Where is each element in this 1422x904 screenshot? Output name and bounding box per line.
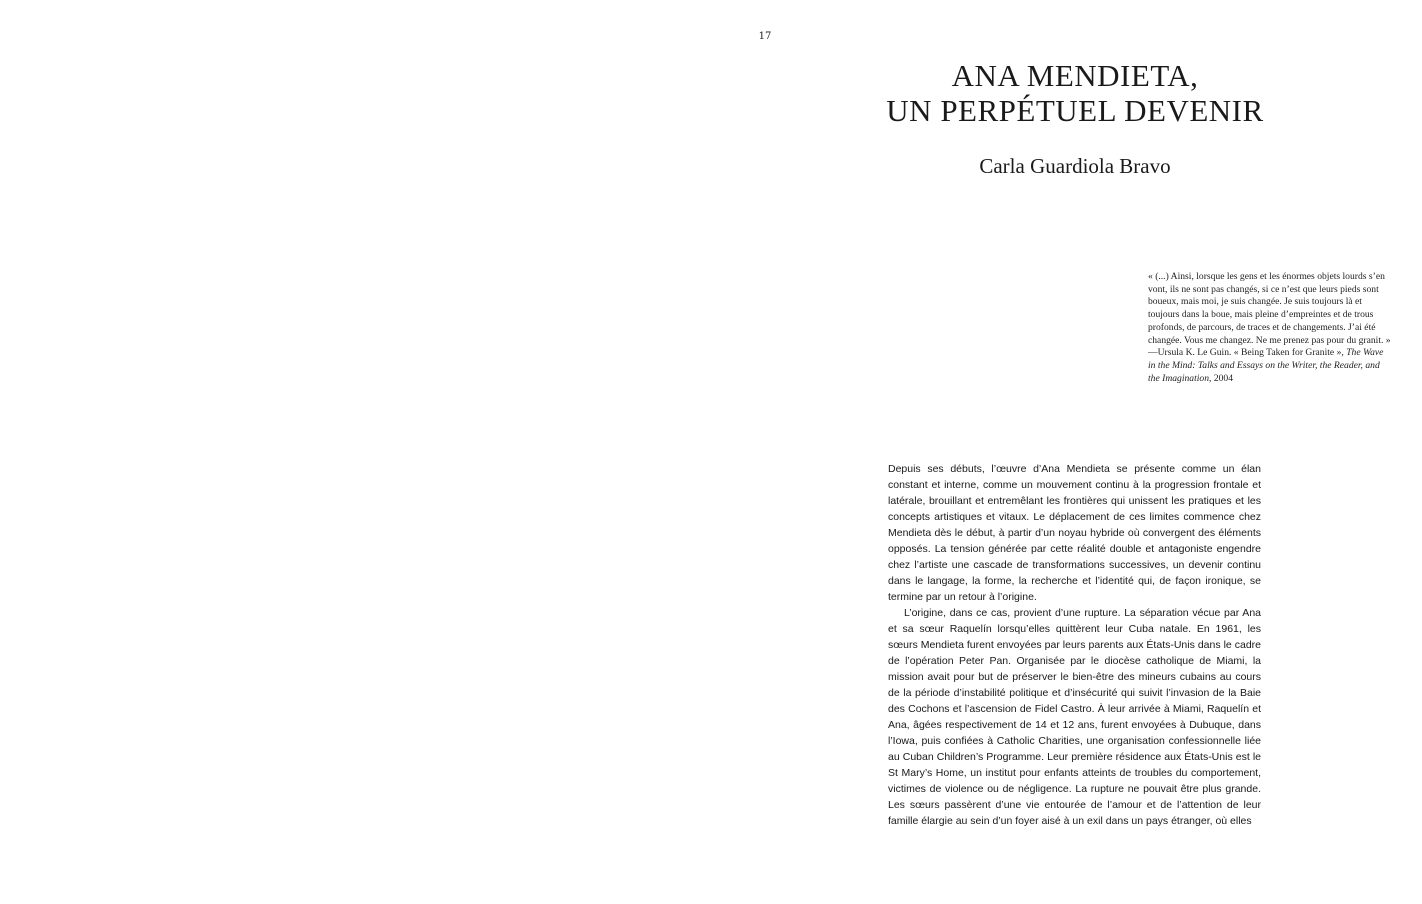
page-number: 17 <box>758 31 772 42</box>
article-title-line-1: ANA MENDIETA, <box>951 58 1199 93</box>
article-author: Carla Guardiola Bravo <box>979 154 1171 178</box>
epigraph-quote: « (...) Ainsi, lorsque les gens et les énormes objets lourds s’en vont, ils ne sont pas changés, si ce n’est que leurs pieds sont boueux, mais moi, je suis changée. Je suis toujours là et toujours dans la boue, mais pleine d’empreintes et de trous profonds, de parcours, de traces et de changements. J’ai été changée. Vous me changez. Ne me prenez pas pour du granit. » —Ursula K. Le Guin. « Being Taken for Granite », <box>1148 271 1391 359</box>
article-body <box>888 461 1261 829</box>
epigraph-source-title: The Wave in the Mind: Talks and Essays on the Writer, the Reader, and the Imagination <box>1148 347 1384 384</box>
body-paragraph-1: Depuis ses débuts, l’œuvre d’Ana Mendieta se présente comme un élan constant et interne, comme un mouvement continu à la progression frontale et latérale, brouillant et entremêlant les frontières qui unissent les pratiques et les concepts artistiques et vitaux. Le déplacement de ces limites commence chez Mendieta dès le début, à partir d’un noyau hybride où convergent des éléments opposés. La tension générée par cette réalité double et antagoniste engendre chez l’artiste une cascade de transformations successives, un devenir continu dans le langage, la forme, la recherche et l’identité qui, de façon ironique, se termine par un retour à l’origine. <box>888 463 1261 603</box>
body-paragraph-2: L’origine, dans ce cas, provient d’une rupture. La séparation vécue par Ana et sa sœur Raquelín lorsqu’elles quittèrent leur Cuba natale. En 1961, les sœurs Mendieta furent envoyées par leurs parents aux États-Unis dans le cadre de l’opération Peter Pan. Organisée par le diocèse catholique de Miami, la mission avait pour but de préserver le bien-être des mineurs cubains au cours de la période d’instabilité politique et d’insécurité qui suivit l’invasion de la Baie des Cochons et l’ascension de Fidel Castro. À leur arrivée à Miami, Raquelín et Ana, âgées respectivement de 14 et 12 ans, furent envoyées à Dubuque, dans l’Iowa, puis confiées à Catholic Charities, une organisation confessionnelle liée au Cuban Children’s Programme. Leur première résidence aux États-Unis est le St Mary’s Home, un institut pour enfants atteints de troubles du comportement, victimes de violence ou de négligence. La rupture ne pouvait être plus grande. Les sœurs passèrent d’une vie entourée de l’amour et de l’attention de leur famille élargie au sein d’un foyer aisé à un exil dans un pays étranger, où elles <box>888 607 1261 827</box>
epigraph <box>1148 271 1391 385</box>
article-title <box>860 58 1290 128</box>
epigraph-source-year: , 2004 <box>1209 372 1234 384</box>
article-title-line-2: UN PERPÉTUEL DEVENIR <box>886 93 1264 128</box>
